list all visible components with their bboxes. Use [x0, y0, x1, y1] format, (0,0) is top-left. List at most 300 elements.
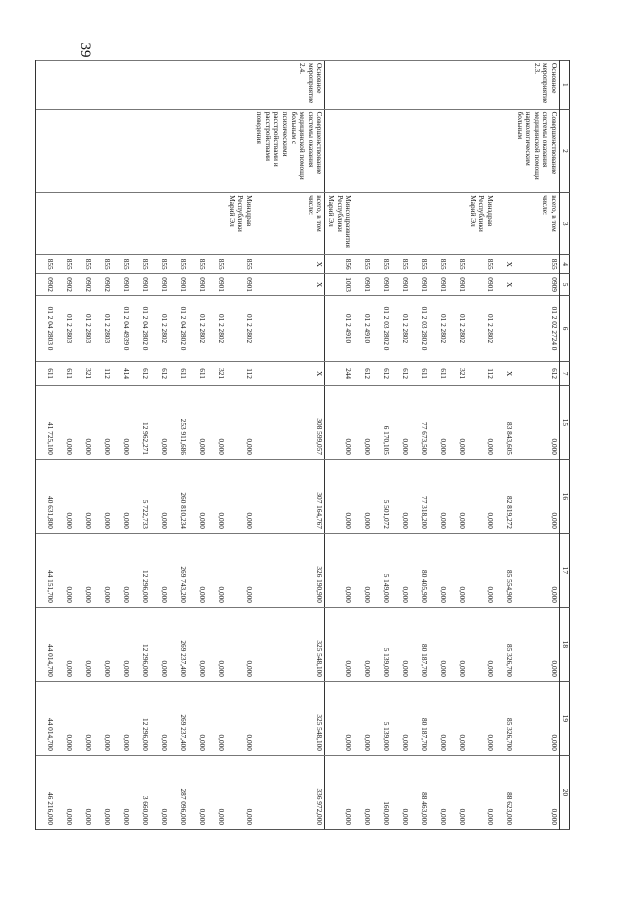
year-2017-cell: 0,000 [207, 533, 226, 607]
year-2017-cell: 326 190,900 [254, 533, 325, 607]
table-row [429, 61, 448, 830]
rzpr-code-cell: 0901 [207, 274, 226, 295]
csr-code-cell: 01 2 04 2802 0 [131, 295, 150, 361]
rzpr-code-cell: 0901 [429, 274, 448, 295]
column-header: 6 [560, 295, 570, 361]
table-body [35, 61, 559, 830]
grbs-code-cell: 855 [74, 255, 93, 274]
column-header: 4 [560, 255, 570, 274]
year-2019-cell: 269 237,400 [169, 681, 188, 755]
responsible-executor-cell: Минздрав Республики Марий Эл [226, 193, 254, 255]
column-header: 18 [560, 607, 570, 681]
year-2015-cell: 308 599,057 [254, 385, 325, 459]
responsible-executor-cell: всего, в том числе: [514, 193, 559, 255]
vr-code-cell: 414 [112, 362, 131, 386]
rzpr-code-cell: 0902 [35, 274, 55, 295]
activity-name-cell [112, 61, 131, 110]
responsible-executor-cell: Минздрав Республики Марий Эл [467, 193, 495, 255]
year-2018-cell: 0,000 [74, 607, 93, 681]
year-2020-cell: 0,000 [112, 755, 131, 829]
responsible-executor-cell [495, 193, 514, 255]
table-row [391, 61, 410, 830]
year-2015-cell: 77 673,500 [410, 385, 429, 459]
year-2016-cell: 0,000 [188, 459, 207, 533]
activity-description-cell [353, 109, 372, 193]
year-2019-cell: 0,000 [391, 681, 410, 755]
activity-name-cell [226, 61, 254, 110]
vr-code-cell: 611 [169, 362, 188, 386]
rzpr-code-cell: 0901 [131, 274, 150, 295]
rzpr-code-cell: 0909 [514, 274, 559, 295]
year-2020-cell: 0,000 [391, 755, 410, 829]
year-2017-cell: 0,000 [429, 533, 448, 607]
grbs-code-cell: 855 [188, 255, 207, 274]
grbs-code-cell: 855 [35, 255, 55, 274]
csr-code-cell [495, 295, 514, 361]
year-2020-cell: 0,000 [74, 755, 93, 829]
responsible-executor-cell [353, 193, 372, 255]
year-2019-cell: 5 139,000 [372, 681, 391, 755]
grbs-code-cell: 855 [150, 255, 169, 274]
activity-name-cell: Основное мероприятие 2.4. [254, 61, 325, 110]
year-2020-cell: 0,000 [55, 755, 74, 829]
rzpr-code-cell: 0902 [55, 274, 74, 295]
year-2017-cell: 44 151,700 [35, 533, 55, 607]
vr-code-cell: X [495, 362, 514, 386]
rzpr-code-cell: 0901 [226, 274, 254, 295]
rzpr-code-cell: 0901 [448, 274, 467, 295]
year-2016-cell: 260 810,234 [169, 459, 188, 533]
responsible-executor-cell [391, 193, 410, 255]
responsible-executor-cell: всего, в том числе: [254, 193, 325, 255]
grbs-code-cell: 855 [55, 255, 74, 274]
year-2019-cell: 0,000 [74, 681, 93, 755]
table-row [325, 61, 353, 830]
column-header: 5 [560, 274, 570, 295]
csr-code-cell: 01 2 2803 [74, 295, 93, 361]
year-2017-cell: 0,000 [325, 533, 353, 607]
table-row [74, 61, 93, 830]
csr-code-cell: 01 2 2802 [391, 295, 410, 361]
activity-description-cell [467, 109, 495, 193]
activity-name-cell: Основное мероприятие 2.3. [514, 61, 559, 110]
year-2019-cell: 0,000 [353, 681, 372, 755]
year-2017-cell: 0,000 [448, 533, 467, 607]
rzpr-code-cell: 0901 [112, 274, 131, 295]
year-2016-cell: 0,000 [74, 459, 93, 533]
activity-description-cell [131, 109, 150, 193]
year-2018-cell: 12 296,000 [131, 607, 150, 681]
table-row [353, 61, 372, 830]
rzpr-code-cell: 1003 [325, 274, 353, 295]
activity-description-cell [429, 109, 448, 193]
vr-code-cell: 612 [372, 362, 391, 386]
table-row [410, 61, 429, 830]
year-2016-cell: 5 501,072 [372, 459, 391, 533]
year-2016-cell: 5 722,733 [131, 459, 150, 533]
rzpr-code-cell: 0901 [188, 274, 207, 295]
table-row [226, 61, 254, 830]
year-2018-cell: 80 187,700 [410, 607, 429, 681]
year-2016-cell: 0,000 [325, 459, 353, 533]
year-2018-cell: 5 139,000 [372, 607, 391, 681]
year-2015-cell: 0,000 [74, 385, 93, 459]
vr-code-cell: 321 [74, 362, 93, 386]
year-2018-cell: 0,000 [150, 607, 169, 681]
year-2019-cell: 0,000 [150, 681, 169, 755]
activity-description-cell [325, 109, 353, 193]
csr-code-cell: 01 2 2802 [188, 295, 207, 361]
year-2018-cell: 0,000 [391, 607, 410, 681]
activity-description-cell [391, 109, 410, 193]
table-row [169, 61, 188, 830]
responsible-executor-cell [131, 193, 150, 255]
column-header: 16 [560, 459, 570, 533]
year-2015-cell: 6 170,105 [372, 385, 391, 459]
year-2015-cell: 0,000 [188, 385, 207, 459]
year-2020-cell: 0,000 [188, 755, 207, 829]
year-2020-cell: 0,000 [150, 755, 169, 829]
csr-code-cell: 01 2 02 2724 0 [514, 295, 559, 361]
year-2017-cell: 85 554,900 [495, 533, 514, 607]
year-2019-cell: 0,000 [514, 681, 559, 755]
table-row [112, 61, 131, 830]
activity-name-cell [150, 61, 169, 110]
year-2020-cell: 336 972,000 [254, 755, 325, 829]
year-2019-cell: 44 014,700 [35, 681, 55, 755]
rzpr-code-cell: X [254, 274, 325, 295]
activity-name-cell [207, 61, 226, 110]
year-2018-cell: 0,000 [207, 607, 226, 681]
csr-code-cell: 01 2 04 2802 0 [169, 295, 188, 361]
activity-description-cell [35, 109, 55, 193]
year-2019-cell: 0,000 [55, 681, 74, 755]
grbs-code-cell: 855 [372, 255, 391, 274]
activity-description-cell [495, 109, 514, 193]
responsible-executor-cell [150, 193, 169, 255]
vr-code-cell: 244 [325, 362, 353, 386]
responsible-executor-cell [112, 193, 131, 255]
year-2016-cell: 0,000 [55, 459, 74, 533]
csr-code-cell: 01 2 2802 [448, 295, 467, 361]
responsible-executor-cell [169, 193, 188, 255]
grbs-code-cell: X [495, 255, 514, 274]
column-header: 1 [560, 61, 570, 110]
grbs-code-cell: 855 [448, 255, 467, 274]
vr-code-cell: X [254, 362, 325, 386]
grbs-code-cell: 855 [207, 255, 226, 274]
table-row [35, 61, 55, 830]
vr-code-cell: 612 [514, 362, 559, 386]
csr-code-cell: 01 2 2802 [207, 295, 226, 361]
grbs-code-cell: 855 [131, 255, 150, 274]
rzpr-code-cell: 0901 [353, 274, 372, 295]
activity-name-cell [353, 61, 372, 110]
year-2015-cell: 83 843,605 [495, 385, 514, 459]
year-2020-cell: 0,000 [467, 755, 495, 829]
activity-name-cell [169, 61, 188, 110]
year-2015-cell: 0,000 [353, 385, 372, 459]
year-2016-cell: 0,000 [93, 459, 112, 533]
responsible-executor-cell [35, 193, 55, 255]
activity-description-cell [55, 109, 74, 193]
year-2015-cell: 0,000 [93, 385, 112, 459]
year-2020-cell: 46 216,000 [35, 755, 55, 829]
csr-code-cell: 01 2 2802 [226, 295, 254, 361]
year-2019-cell: 0,000 [448, 681, 467, 755]
year-2019-cell: 0,000 [112, 681, 131, 755]
year-2017-cell: 269 743,200 [169, 533, 188, 607]
csr-code-cell: 01 2 4910 [325, 295, 353, 361]
year-2017-cell: 0,000 [93, 533, 112, 607]
table-row [131, 61, 150, 830]
header-row [560, 61, 570, 830]
table-row [93, 61, 112, 830]
column-header: 3 [560, 193, 570, 255]
year-2016-cell: 0,000 [467, 459, 495, 533]
year-2020-cell: 0,000 [514, 755, 559, 829]
budget-table [35, 60, 570, 830]
responsible-executor-cell [188, 193, 207, 255]
grbs-code-cell: X [254, 255, 325, 274]
year-2019-cell: 0,000 [226, 681, 254, 755]
activity-description-cell [112, 109, 131, 193]
year-2017-cell: 0,000 [391, 533, 410, 607]
table-row [150, 61, 169, 830]
rzpr-code-cell: 0901 [391, 274, 410, 295]
activity-name-cell [495, 61, 514, 110]
year-2018-cell: 0,000 [55, 607, 74, 681]
rzpr-code-cell: 0902 [93, 274, 112, 295]
grbs-code-cell: 855 [112, 255, 131, 274]
table-row [495, 61, 514, 830]
activity-name-cell [188, 61, 207, 110]
csr-code-cell: 01 2 4910 [353, 295, 372, 361]
year-2020-cell: 287 096,000 [169, 755, 188, 829]
grbs-code-cell: 856 [325, 255, 353, 274]
year-2017-cell: 5 149,000 [372, 533, 391, 607]
year-2018-cell: 0,000 [112, 607, 131, 681]
year-2020-cell: 3 660,000 [131, 755, 150, 829]
year-2015-cell: 0,000 [112, 385, 131, 459]
responsible-executor-cell [55, 193, 74, 255]
table-row [254, 61, 325, 830]
year-2017-cell: 0,000 [74, 533, 93, 607]
rzpr-code-cell: 0901 [467, 274, 495, 295]
csr-code-cell: 01 2 2803 [55, 295, 74, 361]
activity-name-cell [55, 61, 74, 110]
activity-description-cell [150, 109, 169, 193]
activity-description-cell [93, 109, 112, 193]
year-2017-cell: 0,000 [467, 533, 495, 607]
grbs-code-cell: 855 [353, 255, 372, 274]
year-2015-cell: 0,000 [391, 385, 410, 459]
year-2018-cell: 0,000 [325, 607, 353, 681]
year-2015-cell: 0,000 [514, 385, 559, 459]
year-2015-cell: 12 962,271 [131, 385, 150, 459]
table-row [188, 61, 207, 830]
year-2015-cell: 0,000 [429, 385, 448, 459]
year-2015-cell: 0,000 [325, 385, 353, 459]
year-2018-cell: 0,000 [93, 607, 112, 681]
year-2016-cell: 0,000 [353, 459, 372, 533]
rotated-table-wrapper [45, 60, 570, 830]
year-2015-cell: 0,000 [448, 385, 467, 459]
vr-code-cell: 612 [150, 362, 169, 386]
activity-name-cell [429, 61, 448, 110]
column-header: 20 [560, 755, 570, 829]
activity-name-cell [391, 61, 410, 110]
year-2018-cell: 0,000 [353, 607, 372, 681]
year-2017-cell: 12 296,000 [131, 533, 150, 607]
table-row [467, 61, 495, 830]
csr-code-cell: 01 2 2802 [467, 295, 495, 361]
rzpr-code-cell: 0902 [74, 274, 93, 295]
csr-code-cell: 01 2 04 2803 0 [35, 295, 55, 361]
year-2019-cell: 80 187,700 [410, 681, 429, 755]
year-2015-cell: 253 911,686 [169, 385, 188, 459]
year-2017-cell: 0,000 [226, 533, 254, 607]
grbs-code-cell: 855 [410, 255, 429, 274]
vr-code-cell: 611 [410, 362, 429, 386]
year-2018-cell: 0,000 [429, 607, 448, 681]
year-2017-cell: 0,000 [353, 533, 372, 607]
vr-code-cell: 611 [188, 362, 207, 386]
year-2019-cell: 0,000 [93, 681, 112, 755]
year-2015-cell: 0,000 [55, 385, 74, 459]
rzpr-code-cell: 0901 [372, 274, 391, 295]
grbs-code-cell: 855 [467, 255, 495, 274]
activity-description-cell: Совершенствование системы оказания медицинской помощи больным с психическими расстройствами и расстройствами поведения [254, 109, 325, 193]
year-2019-cell: 12 296,000 [131, 681, 150, 755]
grbs-code-cell: 855 [429, 255, 448, 274]
csr-code-cell: 01 2 04 4939 0 [112, 295, 131, 361]
year-2016-cell: 0,000 [226, 459, 254, 533]
table-row [55, 61, 74, 830]
vr-code-cell: 612 [353, 362, 372, 386]
activity-description-cell [74, 109, 93, 193]
table-row [372, 61, 391, 830]
csr-code-cell: 01 2 2802 [150, 295, 169, 361]
year-2020-cell: 0,000 [207, 755, 226, 829]
year-2016-cell: 0,000 [207, 459, 226, 533]
year-2018-cell: 0,000 [448, 607, 467, 681]
year-2020-cell: 160,000 [372, 755, 391, 829]
table-row [207, 61, 226, 830]
vr-code-cell: 321 [448, 362, 467, 386]
year-2020-cell: 88 623,000 [495, 755, 514, 829]
activity-name-cell [448, 61, 467, 110]
grbs-code-cell: 855 [169, 255, 188, 274]
year-2015-cell: 41 725,100 [35, 385, 55, 459]
column-header: 2 [560, 109, 570, 193]
responsible-executor-cell: Минсоцразвития Республики Марий Эл [325, 193, 353, 255]
year-2019-cell: 325 548,100 [254, 681, 325, 755]
table-row [448, 61, 467, 830]
csr-code-cell [254, 295, 325, 361]
responsible-executor-cell [93, 193, 112, 255]
activity-name-cell [131, 61, 150, 110]
grbs-code-cell: 855 [226, 255, 254, 274]
activity-description-cell [448, 109, 467, 193]
activity-name-cell [325, 61, 353, 110]
activity-name-cell [410, 61, 429, 110]
year-2016-cell: 77 318,200 [410, 459, 429, 533]
activity-description-cell [207, 109, 226, 193]
year-2020-cell: 0,000 [226, 755, 254, 829]
activity-description-cell [169, 109, 188, 193]
activity-name-cell [35, 61, 55, 110]
activity-description-cell [372, 109, 391, 193]
responsible-executor-cell [429, 193, 448, 255]
year-2016-cell: 307 164,767 [254, 459, 325, 533]
grbs-code-cell: 855 [391, 255, 410, 274]
vr-code-cell: 112 [226, 362, 254, 386]
year-2018-cell: 0,000 [467, 607, 495, 681]
year-2019-cell: 0,000 [467, 681, 495, 755]
csr-code-cell: 01 2 2803 [93, 295, 112, 361]
column-header: 15 [560, 385, 570, 459]
rzpr-code-cell: 0901 [150, 274, 169, 295]
year-2017-cell: 0,000 [188, 533, 207, 607]
vr-code-cell: 112 [93, 362, 112, 386]
activity-description-cell: Совершенствование системы оказания медицинской помощи наркологическим больным [514, 109, 559, 193]
year-2017-cell: 0,000 [150, 533, 169, 607]
column-header: 17 [560, 533, 570, 607]
responsible-executor-cell [207, 193, 226, 255]
year-2019-cell: 0,000 [207, 681, 226, 755]
grbs-code-cell: 855 [93, 255, 112, 274]
rzpr-code-cell: X [495, 274, 514, 295]
year-2016-cell: 0,000 [112, 459, 131, 533]
vr-code-cell: 611 [429, 362, 448, 386]
csr-code-cell: 01 2 2802 [429, 295, 448, 361]
activity-description-cell [226, 109, 254, 193]
year-2015-cell: 0,000 [150, 385, 169, 459]
year-2018-cell: 325 548,100 [254, 607, 325, 681]
year-2018-cell: 85 326,700 [495, 607, 514, 681]
year-2020-cell: 0,000 [93, 755, 112, 829]
year-2016-cell: 0,000 [514, 459, 559, 533]
year-2020-cell: 88 463,000 [410, 755, 429, 829]
vr-code-cell: 611 [55, 362, 74, 386]
year-2020-cell: 0,000 [353, 755, 372, 829]
column-header: 7 [560, 362, 570, 386]
year-2018-cell: 0,000 [226, 607, 254, 681]
year-2017-cell: 0,000 [55, 533, 74, 607]
vr-code-cell: 112 [467, 362, 495, 386]
rzpr-code-cell: 0901 [410, 274, 429, 295]
activity-name-cell [74, 61, 93, 110]
year-2015-cell: 0,000 [226, 385, 254, 459]
activity-name-cell [372, 61, 391, 110]
year-2019-cell: 0,000 [325, 681, 353, 755]
page-number: 39 [77, 42, 93, 58]
year-2016-cell: 40 631,800 [35, 459, 55, 533]
vr-code-cell: 612 [131, 362, 150, 386]
table-row [514, 61, 559, 830]
responsible-executor-cell [448, 193, 467, 255]
year-2015-cell: 0,000 [467, 385, 495, 459]
year-2017-cell: 80 405,900 [410, 533, 429, 607]
vr-code-cell: 612 [391, 362, 410, 386]
year-2016-cell: 0,000 [429, 459, 448, 533]
responsible-executor-cell [74, 193, 93, 255]
responsible-executor-cell [410, 193, 429, 255]
responsible-executor-cell [372, 193, 391, 255]
year-2018-cell: 269 237,400 [169, 607, 188, 681]
grbs-code-cell: 855 [514, 255, 559, 274]
